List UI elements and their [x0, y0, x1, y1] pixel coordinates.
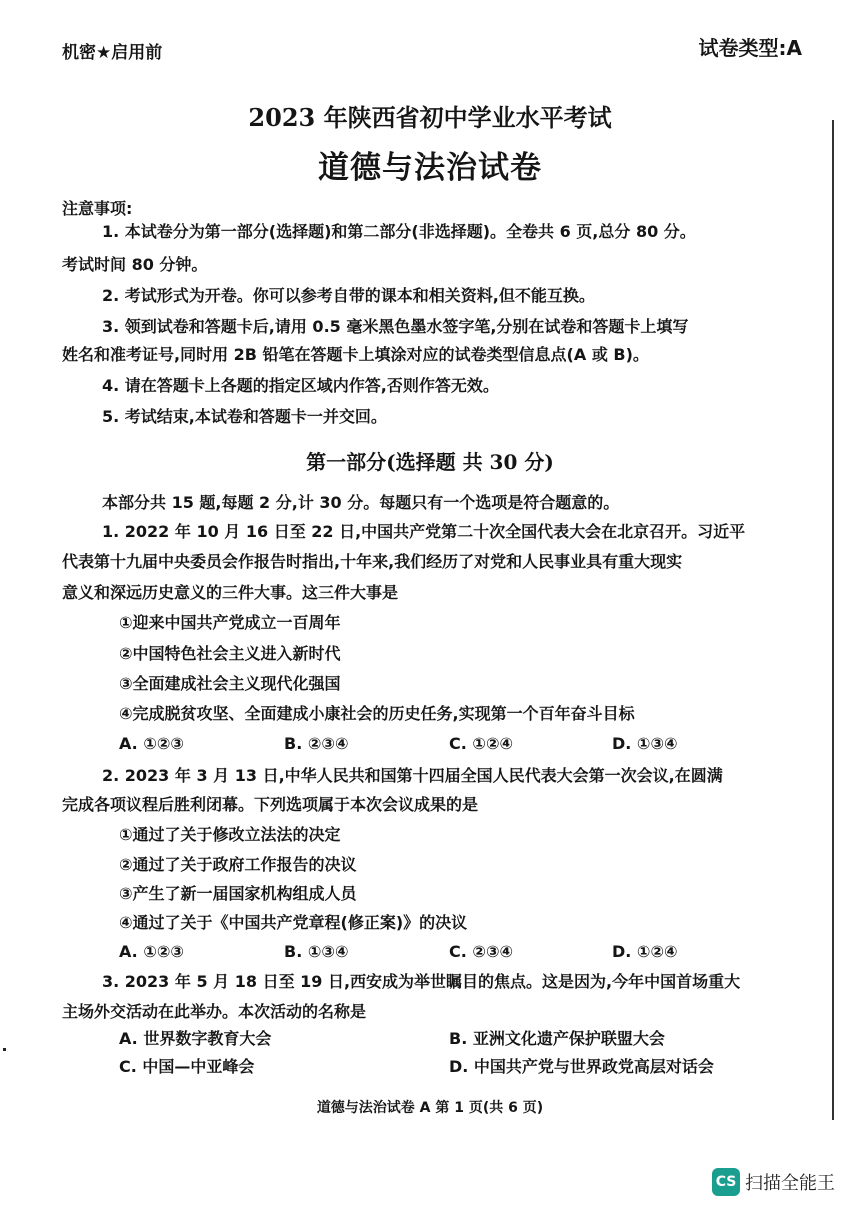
note-item-3-cont: 姓名和准考证号,同时用 2B 铅笔在答题卡上填涂对应的试卷类型信息点(A 或 B)。 — [62, 345, 649, 364]
q1-stem-line2: 代表第十九届中央委员会作报告时指出,十年来,我们经历了对党和人民事业具有重大现实 — [62, 552, 683, 571]
q2-statement-1: ①通过了关于修改立法法的决定 — [119, 825, 341, 844]
note-item-5: 5. 考试结束,本试卷和答题卡一并交回。 — [102, 407, 387, 426]
note-item-3: 3. 领到试卷和答题卡后,请用 0.5 毫米黑色墨水签字笔,分别在试卷和答题卡上填写 — [102, 317, 689, 336]
q1-option-b: B. ②③④ — [284, 734, 349, 753]
section-heading: 第一部分(选择题 共 30 分) — [306, 450, 554, 474]
notes-heading: 注意事项: — [62, 199, 133, 218]
q2-statement-3: ③产生了新一届国家机构组成人员 — [119, 884, 357, 903]
section-intro: 本部分共 15 题,每题 2 分,计 30 分。每题只有一个选项是符合题意的。 — [102, 493, 620, 512]
q3-option-a: A. 世界数字教育大会 — [119, 1029, 272, 1048]
q1-statement-4: ④完成脱贫攻坚、全面建成小康社会的历史任务,实现第一个百年奋斗目标 — [119, 704, 635, 723]
q1-statement-1: ①迎来中国共产党成立一百周年 — [119, 613, 341, 632]
note-item-1: 1. 本试卷分为第一部分(选择题)和第二部分(非选择题)。全卷共 6 页,总分 80 分。 — [102, 222, 696, 241]
note-item-2: 2. 考试形式为开卷。你可以参考自带的课本和相关资料,但不能互换。 — [102, 286, 595, 305]
q1-option-c: C. ①②④ — [449, 734, 514, 753]
scanner-watermark — [712, 1168, 835, 1196]
q1-option-d: D. ①③④ — [612, 734, 678, 753]
q1-stem-line3: 意义和深远历史意义的三件大事。这三件大事是 — [62, 583, 399, 602]
q1-statement-3: ③全面建成社会主义现代化强国 — [119, 674, 341, 693]
q2-option-c: C. ②③④ — [449, 942, 514, 961]
q1-statement-2: ②中国特色社会主义进入新时代 — [119, 644, 341, 663]
left-margin-dot — [3, 1048, 6, 1051]
q2-statement-4: ④通过了关于《中国共产党章程(修正案)》的决议 — [119, 913, 468, 932]
q2-stem-line2: 完成各项议程后胜利闭幕。下列选项属于本次会议成果的是 — [62, 795, 479, 814]
q1-option-a: A. ①②③ — [119, 734, 184, 753]
confidential-label: 机密★启用前 — [62, 43, 163, 63]
note-item-1-cont: 考试时间 80 分钟。 — [62, 255, 208, 274]
q3-stem-line1: 3. 2023 年 5 月 18 日至 19 日,西安成为举世瞩目的焦点。这是因为,今年中国首场重大 — [102, 972, 741, 991]
paper-type-label: 试卷类型:A — [698, 36, 802, 60]
q3-stem-line2: 主场外交活动在此举办。本次活动的名称是 — [62, 1002, 367, 1021]
q2-stem-line1: 2. 2023 年 3 月 13 日,中华人民共和国第十四届全国人民代表大会第一次会议,在圆满 — [102, 766, 723, 785]
q1-stem-line1: 1. 2022 年 10 月 16 日至 22 日,中国共产党第二十次全国代表大会在北京召开。习近平 — [102, 522, 746, 541]
camscanner-logo-icon: CS — [712, 1168, 740, 1196]
watermark-text: 扫描全能王 — [745, 1173, 835, 1194]
q2-option-a: A. ①②③ — [119, 942, 184, 961]
q2-statement-2: ②通过了关于政府工作报告的决议 — [119, 855, 357, 874]
note-item-4: 4. 请在答题卡上各题的指定区域内作答,否则作答无效。 — [102, 376, 499, 395]
q2-option-d: D. ①②④ — [612, 942, 678, 961]
q2-option-b: B. ①③④ — [284, 942, 349, 961]
right-margin-line — [832, 120, 834, 1120]
page-footer: 道德与法治试卷 A 第 1 页(共 6 页) — [316, 1100, 544, 1116]
exam-title: 2023 年陕西省初中学业水平考试 — [248, 103, 612, 132]
q3-option-d: D. 中国共产党与世界政党高层对话会 — [449, 1057, 714, 1076]
subject-title: 道德与法治试卷 — [318, 150, 542, 186]
q3-option-c: C. 中国—中亚峰会 — [119, 1057, 255, 1076]
q3-option-b: B. 亚洲文化遗产保护联盟大会 — [449, 1029, 665, 1048]
